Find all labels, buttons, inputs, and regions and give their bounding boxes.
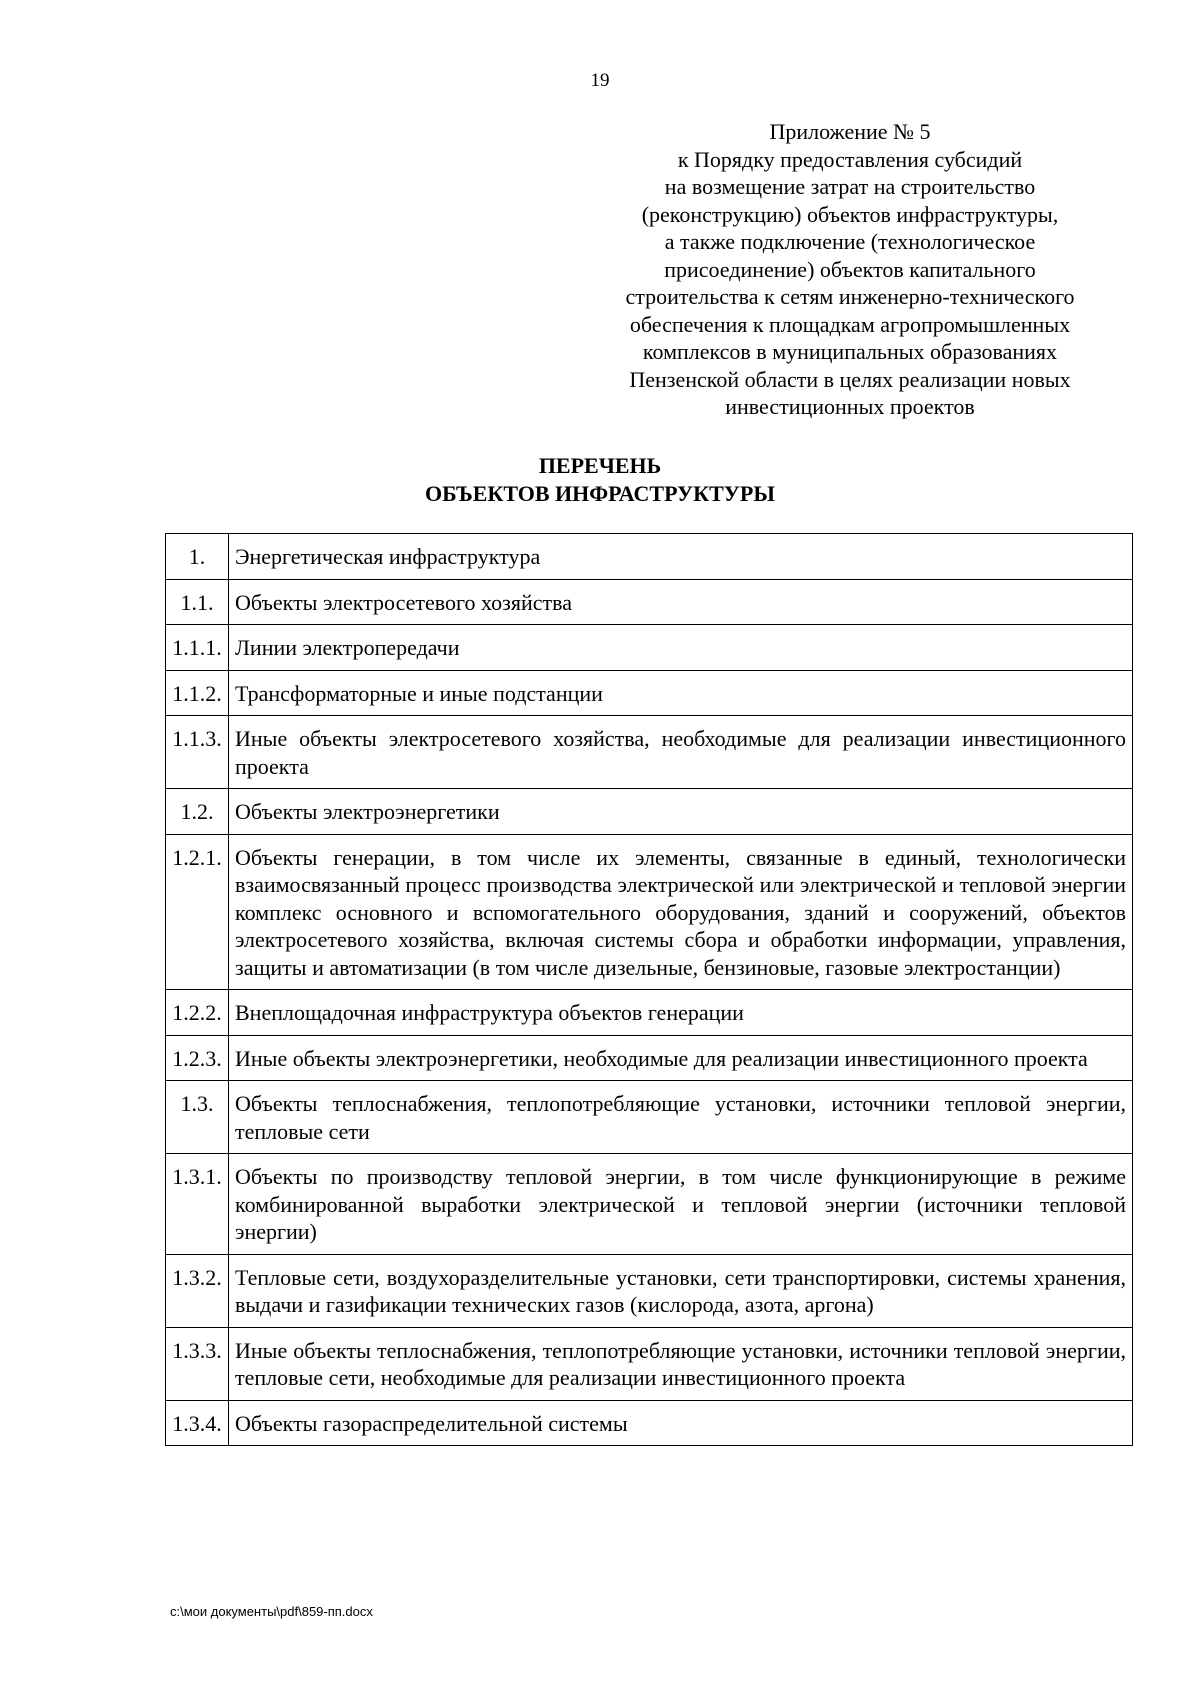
appendix-line: комплексов в муниципальных образованиях bbox=[642, 339, 1058, 364]
row-number: 1.1.3. bbox=[166, 716, 229, 789]
appendix-line: обеспечения к площадкам агропромышленных bbox=[629, 311, 1071, 337]
appendix-line: присоединение) объектов капитального bbox=[664, 256, 1036, 282]
appendix-line: к Порядку предоставления субсидий bbox=[677, 146, 1023, 172]
appendix-line: Приложение № 5 bbox=[769, 119, 931, 144]
row-number: 1.1. bbox=[166, 579, 229, 625]
row-text: Объекты теплоснабжения, теплопотребляющие установки, источники тепловой энергии, тепловые сети bbox=[229, 1081, 1133, 1154]
appendix-line: а также подключение (технологическое bbox=[664, 229, 1036, 254]
row-number: 1.2.1. bbox=[166, 834, 229, 990]
document-title bbox=[0, 452, 1200, 507]
title-line-2: ОБЪЕКТОВ ИНФРАСТРУКТУРЫ bbox=[425, 480, 775, 506]
table-row bbox=[166, 990, 1133, 1036]
table-row bbox=[166, 579, 1133, 625]
row-number: 1.2.2. bbox=[166, 990, 229, 1036]
row-number: 1.1.2. bbox=[166, 670, 229, 716]
table-row bbox=[166, 1327, 1133, 1400]
row-number: 1.3.2. bbox=[166, 1254, 229, 1327]
page-number: 19 bbox=[590, 70, 610, 91]
objects-table bbox=[165, 533, 1133, 1446]
appendix-line: (реконструкцию) объектов инфраструктуры, bbox=[641, 201, 1059, 227]
appendix-header bbox=[600, 118, 1100, 421]
row-number: 1.2.3. bbox=[166, 1035, 229, 1081]
table-row bbox=[166, 625, 1133, 671]
row-text: Объекты газораспределительной системы bbox=[229, 1400, 1133, 1446]
row-text: Объекты электросетевого хозяйства bbox=[229, 579, 1133, 625]
row-number: 1. bbox=[166, 534, 229, 580]
appendix-line: инвестиционных проектов bbox=[725, 394, 975, 419]
title-line-1: ПЕРЕЧЕНЬ bbox=[538, 453, 662, 478]
row-number: 1.3.1. bbox=[166, 1154, 229, 1255]
row-text: Линии электропередачи bbox=[229, 625, 1133, 671]
appendix-line: строительства к сетям инженерно-технического bbox=[625, 284, 1075, 309]
row-text: Тепловые сети, воздухоразделительные установки, сети транспортировки, системы хранения, выдачи и газификации технических газов (кислорода, азота, аргона) bbox=[229, 1254, 1133, 1327]
row-text: Энергетическая инфраструктура bbox=[229, 534, 1133, 580]
table-row bbox=[166, 834, 1133, 990]
row-text: Объекты электроэнергетики bbox=[229, 789, 1133, 835]
row-number: 1.3.3. bbox=[166, 1327, 229, 1400]
table-row bbox=[166, 1154, 1133, 1255]
row-text: Объекты генерации, в том числе их элементы, связанные в единый, технологически взаимосвязанный процесс производства электрической или электрической и тепловой энергии комплекс основного и вспомогательного оборудования, зданий и сооружений, объектов электросетевого хозяйства, включая системы сбора и обработки информации, управления, защиты и автоматизации (в том числе дизельные, бензиновые, газовые электростанции) bbox=[229, 834, 1133, 990]
table-row bbox=[166, 534, 1133, 580]
table-row bbox=[166, 670, 1133, 716]
table-row bbox=[166, 1254, 1133, 1327]
row-text: Иные объекты электросетевого хозяйства, необходимые для реализации инвестиционного проекта bbox=[229, 716, 1133, 789]
table-row bbox=[166, 1081, 1133, 1154]
row-number: 1.1.1. bbox=[166, 625, 229, 671]
appendix-line: на возмещение затрат на строительство bbox=[664, 174, 1036, 199]
row-number: 1.2. bbox=[166, 789, 229, 835]
table-row bbox=[166, 716, 1133, 789]
row-text: Объекты по производству тепловой энергии, в том числе функционирующие в режиме комбинированной выработки электрической и тепловой энергии (источники тепловой энергии) bbox=[229, 1154, 1133, 1255]
row-text: Внеплощадочная инфраструктура объектов генерации bbox=[229, 990, 1133, 1036]
row-text: Трансформаторные и иные подстанции bbox=[229, 670, 1133, 716]
row-number: 1.3. bbox=[166, 1081, 229, 1154]
table-row bbox=[166, 1035, 1133, 1081]
footer-file-path: c:\мои документы\pdf\859-пп.docx bbox=[170, 1604, 373, 1619]
appendix-line: Пензенской области в целях реализации новых bbox=[629, 366, 1071, 392]
table-row bbox=[166, 1400, 1133, 1446]
row-text: Иные объекты электроэнергетики, необходимые для реализации инвестиционного проекта bbox=[229, 1035, 1133, 1081]
table-row bbox=[166, 789, 1133, 835]
row-number: 1.3.4. bbox=[166, 1400, 229, 1446]
row-text: Иные объекты теплоснабжения, теплопотребляющие установки, источники тепловой энергии, тепловые сети, необходимые для реализации инвестиционного проекта bbox=[229, 1327, 1133, 1400]
